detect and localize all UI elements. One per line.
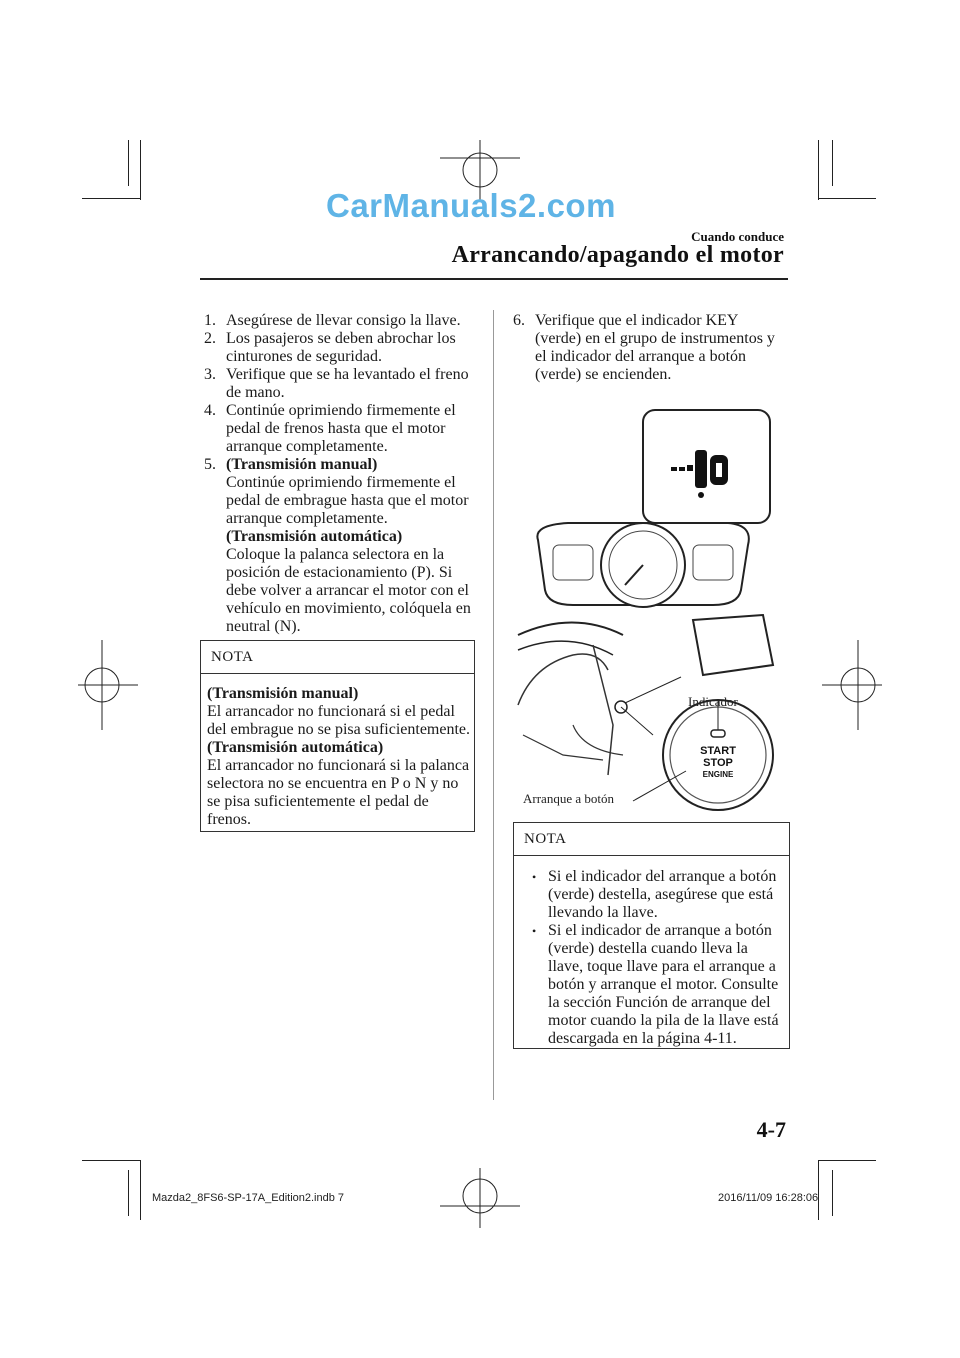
indicator-label: Indicador (688, 694, 738, 709)
manual-heading: (Transmisión manual) (226, 456, 378, 473)
steps-list-right (513, 312, 788, 384)
left-column (204, 312, 476, 636)
note-manual-heading: (Transmisión manual) (207, 685, 359, 702)
note-heading: NOTA (201, 641, 474, 674)
dashboard-drawing (513, 405, 788, 825)
auto-text: Coloque la palanca selectora en la posición de estacionamiento (P). Si debe volver a arrancar el motor con el vehículo en movimiento, colóquela en neutral (N). (226, 546, 471, 635)
engine-label: ENGINE (702, 770, 734, 779)
note-auto-text: El arrancador no funcionará si la palanca selectora no se encuentra en P o N y no se pisa suficientemente el pedal de frenos. (207, 757, 470, 828)
manual-text: Continúe oprimiendo firmemente el pedal de embrague hasta que el motor arranque completamente. (226, 474, 469, 527)
note-manual-text: El arrancador no funcionará si el pedal del embrague no se pisa suficientemente. (207, 703, 471, 738)
page-number: 4-7 (756, 1117, 786, 1142)
registration-mark-left (78, 640, 138, 730)
watermark: CarManuals2.com (326, 187, 616, 224)
list-item: 3. Verifique que se ha levantado el freno de mano. (204, 366, 469, 401)
list-item: 2. Los pasajeros se deben abrochar los cinturones de seguridad. (204, 330, 456, 365)
note-box-left (200, 640, 475, 832)
note-auto-heading: (Transmisión automática) (207, 739, 384, 756)
note-box-right (513, 822, 790, 1049)
start-label: START (700, 745, 736, 757)
right-column (513, 312, 788, 384)
header-rule (200, 278, 788, 280)
list-item: 4. Continúe oprimiendo firmemente el pedal de frenos hasta que el motor arranque completamente. (204, 402, 456, 455)
page-title: Arrancando/apagando el motor (451, 242, 784, 268)
list-item: • Si el indicador de arranque a botón (verde) destella cuando lleva la llave, toque llave para el arranque a botón y arranque el motor. Consulte la sección Función de arranque del motor cuando la pila de la llave está descargada en la página 4-11. (520, 922, 783, 1048)
dashboard-illustration (513, 405, 788, 825)
footer-timestamp: 2016/11/09 16:28:06 (718, 1192, 819, 1204)
steps-list (204, 312, 476, 636)
column-divider (493, 310, 494, 1100)
list-item: 1. Asegúrese de llevar consigo la llave. (204, 312, 461, 329)
registration-mark-bottom (440, 1168, 520, 1228)
note-bullets (520, 868, 783, 1048)
footer-filename: Mazda2_8FS6-SP-17A_Edition2.indb 7 (152, 1192, 345, 1204)
button-label: Arranque a botón (523, 791, 614, 806)
auto-heading: (Transmisión automática) (226, 528, 403, 545)
list-item: 6. Verifique que el indicador KEY (verde) en el grupo de instrumentos y el indicador del arranque a botón (verde) se encienden. (513, 312, 775, 383)
stop-label: STOP (703, 757, 733, 769)
step-5: 5. (Transmisión manual) Continúe oprimiendo firmemente el pedal de embrague hasta que el motor arranque completamente. (Transmisión automática) Coloque la palanca selectora en la posición de estacionamiento (P). Si debe volver a arrancar el motor con el vehículo en movimiento, colóquela en neutral (N). (204, 456, 476, 636)
note-heading: NOTA (514, 823, 789, 856)
list-item: • Si el indicador del arranque a botón (verde) destella, asegúrese que está llevando la llave. (520, 868, 783, 922)
registration-mark-right (822, 640, 882, 730)
section-subtitle: Cuando conduce (691, 229, 784, 244)
